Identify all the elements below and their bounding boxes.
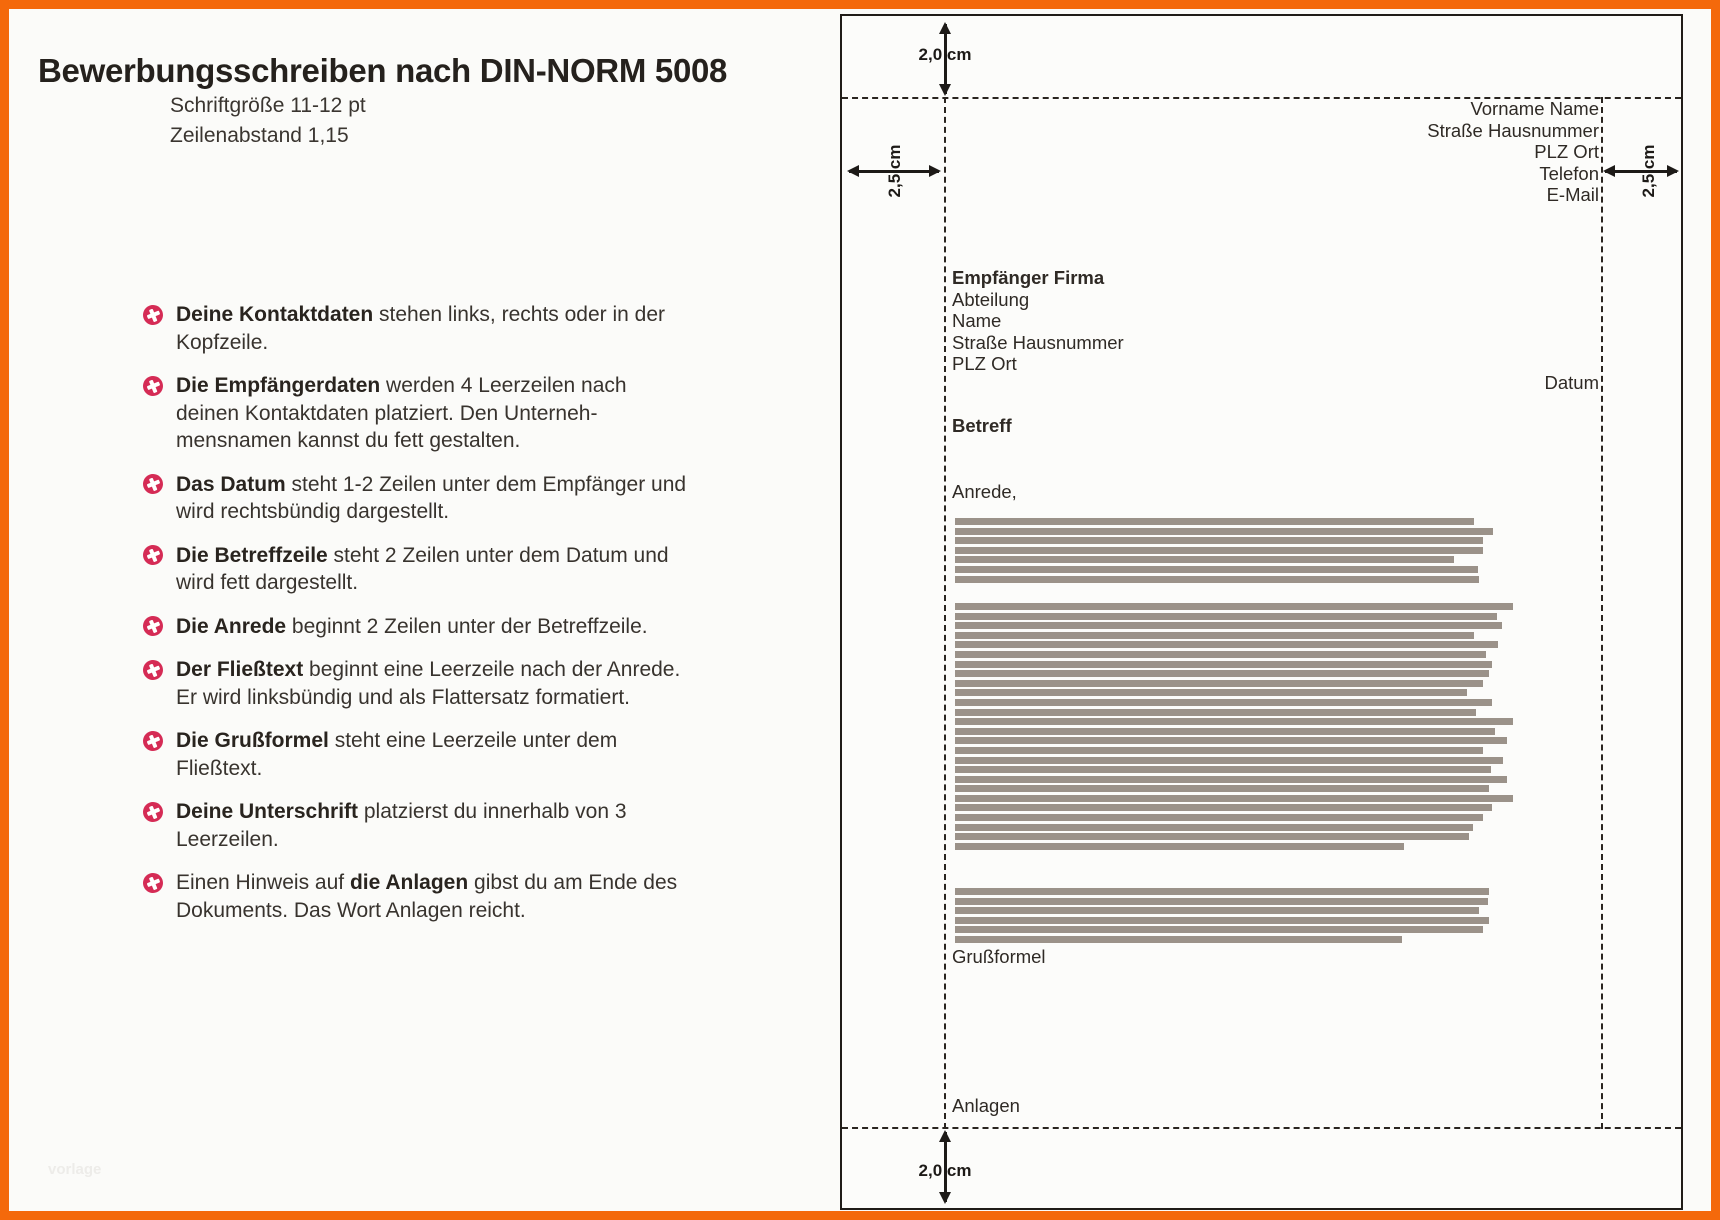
left-margin-label: 2,5 cm <box>885 144 904 198</box>
tip-fliesstext <box>143 656 688 711</box>
plus-bullet-icon <box>140 301 166 327</box>
text-line-bar <box>955 670 1489 677</box>
text-line-bar <box>955 917 1489 924</box>
tip-text-bold: Deine Unterschrift <box>176 800 359 823</box>
plus-bullet-icon <box>140 372 166 398</box>
tip-text-bold: Die Betreffzeile <box>176 543 328 567</box>
text-line-bar <box>955 898 1488 905</box>
recipient-name: Name <box>952 310 1002 331</box>
tip-kontaktdaten <box>143 301 688 356</box>
text-line-bar <box>955 795 1513 802</box>
text-line-bar <box>955 728 1495 735</box>
text-line-bar <box>955 547 1483 554</box>
tip-text-rest: beginnt 2 Zeilen unter der Betreffzeile. <box>286 614 648 638</box>
text-line-bar <box>955 907 1479 914</box>
text-line-bar <box>955 833 1469 840</box>
recipient-city: PLZ Ort <box>952 353 1017 374</box>
text-line-bar <box>955 518 1474 525</box>
letter-page <box>840 14 1683 1210</box>
sender-city: PLZ Ort <box>1534 141 1599 162</box>
recipient-department: Abteilung <box>952 288 1030 310</box>
plus-bullet-icon <box>140 656 166 682</box>
right-margin-guide-line <box>1601 97 1603 1129</box>
recipient-company: Empfänger Firma <box>952 267 1105 288</box>
tip-text-rest: steht 2 Zeilen unter dem Datum und wird fett dargestellt. <box>176 543 669 594</box>
date-placeholder: Datum <box>1544 372 1599 393</box>
tip-grussformel <box>143 727 688 782</box>
tip-text-bold: die Anlagen <box>349 871 469 894</box>
text-line-bar <box>955 843 1404 850</box>
text-line-bar <box>955 651 1486 658</box>
text-line-bar <box>955 766 1491 773</box>
text-line-bar <box>955 814 1483 821</box>
subtitle <box>170 91 366 151</box>
tip-text-bold: Die Empfängerdaten <box>176 374 381 397</box>
sender-name: Vorname Name <box>1470 98 1599 119</box>
tip-text-bold: Die Grußformel <box>176 729 329 752</box>
plus-bullet-icon <box>140 869 166 895</box>
text-line-bar <box>955 709 1476 716</box>
text-line-bar <box>955 603 1513 610</box>
sender-email: E-Mail <box>1546 184 1599 205</box>
subtitle-line-line-spacing: Zeilenabstand 1,15 <box>170 124 349 147</box>
recipient-street: Straße Hausnummer <box>952 331 1124 353</box>
tip-text-rest: steht 1-2 Zeilen unter dem Empfänger und wird rechtsbündig dargestellt. <box>176 472 687 523</box>
body-paragraph-3 <box>955 888 1489 943</box>
top-margin-label: 2,0 cm <box>918 45 972 64</box>
text-line-bar <box>955 622 1502 629</box>
subtitle-line-font-size: Schriftgröße 11-12 pt <box>170 94 366 117</box>
tip-text-rest: werden 4 Leerzeilen nach deinen Kontaktdaten platziert. Den Unternehmensnamen kannst du fett gestalten. <box>176 374 627 452</box>
tips-list <box>143 301 688 940</box>
salutation-placeholder: Anrede, <box>952 481 1017 502</box>
plus-bullet-icon <box>140 471 166 497</box>
watermark: vorlage <box>48 1161 102 1178</box>
page-title: Bewerbungsschreiben nach DIN-NORM 5008 <box>38 52 728 90</box>
tip-text-bold: Deine Kontaktdaten <box>176 303 374 326</box>
sender-street: Straße Hausnummer <box>1427 119 1599 141</box>
plus-bullet-icon <box>140 542 166 568</box>
tip-text-bold: Das Datum <box>176 472 286 496</box>
text-line-bar <box>955 936 1402 943</box>
text-line-bar <box>955 785 1489 792</box>
text-line-bar <box>955 747 1483 754</box>
plus-bullet-icon <box>140 613 166 639</box>
tip-text-rest: platzierst du innerhalb von 3 Leerzeilen. <box>176 800 627 851</box>
tip-betreffzeile <box>143 542 688 597</box>
tip-anrede <box>143 613 688 641</box>
body-paragraph-2 <box>955 603 1513 850</box>
text-line-bar <box>955 680 1483 687</box>
bottom-margin-label: 2,0 cm <box>918 1161 972 1180</box>
tip-text-rest: stehen links, rechts oder in der Kopfzeile. <box>176 303 666 354</box>
right-margin-label: 2,5 cm <box>1639 144 1658 198</box>
subject-placeholder: Betreff <box>952 415 1012 436</box>
text-line-bar <box>955 632 1474 639</box>
text-line-bar <box>955 556 1454 563</box>
bottom-margin-guide-line <box>842 1127 1681 1129</box>
text-line-bar <box>955 537 1483 544</box>
text-line-bar <box>955 613 1497 620</box>
tip-text-rest: beginnt eine Leerzeile nach der Anrede. Er wird linksbündig und als Flattersatz formatiert. <box>176 658 681 709</box>
sender-phone: Telefon <box>1539 162 1599 184</box>
sender-block <box>1427 98 1599 206</box>
tip-text-bold: Die Anrede <box>176 614 287 638</box>
text-line-bar <box>955 824 1473 831</box>
closing-placeholder: Grußformel <box>952 946 1046 967</box>
text-line-bar <box>955 689 1467 696</box>
text-line-bar <box>955 661 1492 668</box>
plus-bullet-icon <box>140 798 166 824</box>
text-line-bar <box>955 699 1492 706</box>
text-line-bar <box>955 528 1493 535</box>
text-line-bar <box>955 776 1507 783</box>
body-paragraph-1 <box>955 518 1493 583</box>
left-margin-guide-line <box>944 97 946 1129</box>
text-line-bar <box>955 566 1478 573</box>
tip-text-rest: gibst du am Ende des Dokuments. Das Wort Anlagen reicht. <box>176 871 678 922</box>
recipient-block <box>952 267 1124 375</box>
tip-unterschrift <box>143 798 688 853</box>
text-line-bar <box>955 718 1513 725</box>
tip-datum <box>143 471 688 526</box>
tip-text-pre: Einen Hinweis auf <box>176 871 350 894</box>
tip-text-rest: steht eine Leerzeile unter dem Fließtext. <box>176 729 618 780</box>
text-line-bar <box>955 888 1489 895</box>
tip-anlagen <box>143 869 688 924</box>
text-line-bar <box>955 757 1503 764</box>
text-line-bar <box>955 926 1483 933</box>
tip-text-bold: Der Fließtext <box>176 658 304 681</box>
enclosures-placeholder: Anlagen <box>952 1095 1020 1116</box>
tip-empfaengerdaten <box>143 372 688 455</box>
text-line-bar <box>955 804 1492 811</box>
text-line-bar <box>955 576 1479 583</box>
plus-bullet-icon <box>140 727 166 753</box>
text-line-bar <box>955 641 1498 648</box>
text-line-bar <box>955 737 1507 744</box>
